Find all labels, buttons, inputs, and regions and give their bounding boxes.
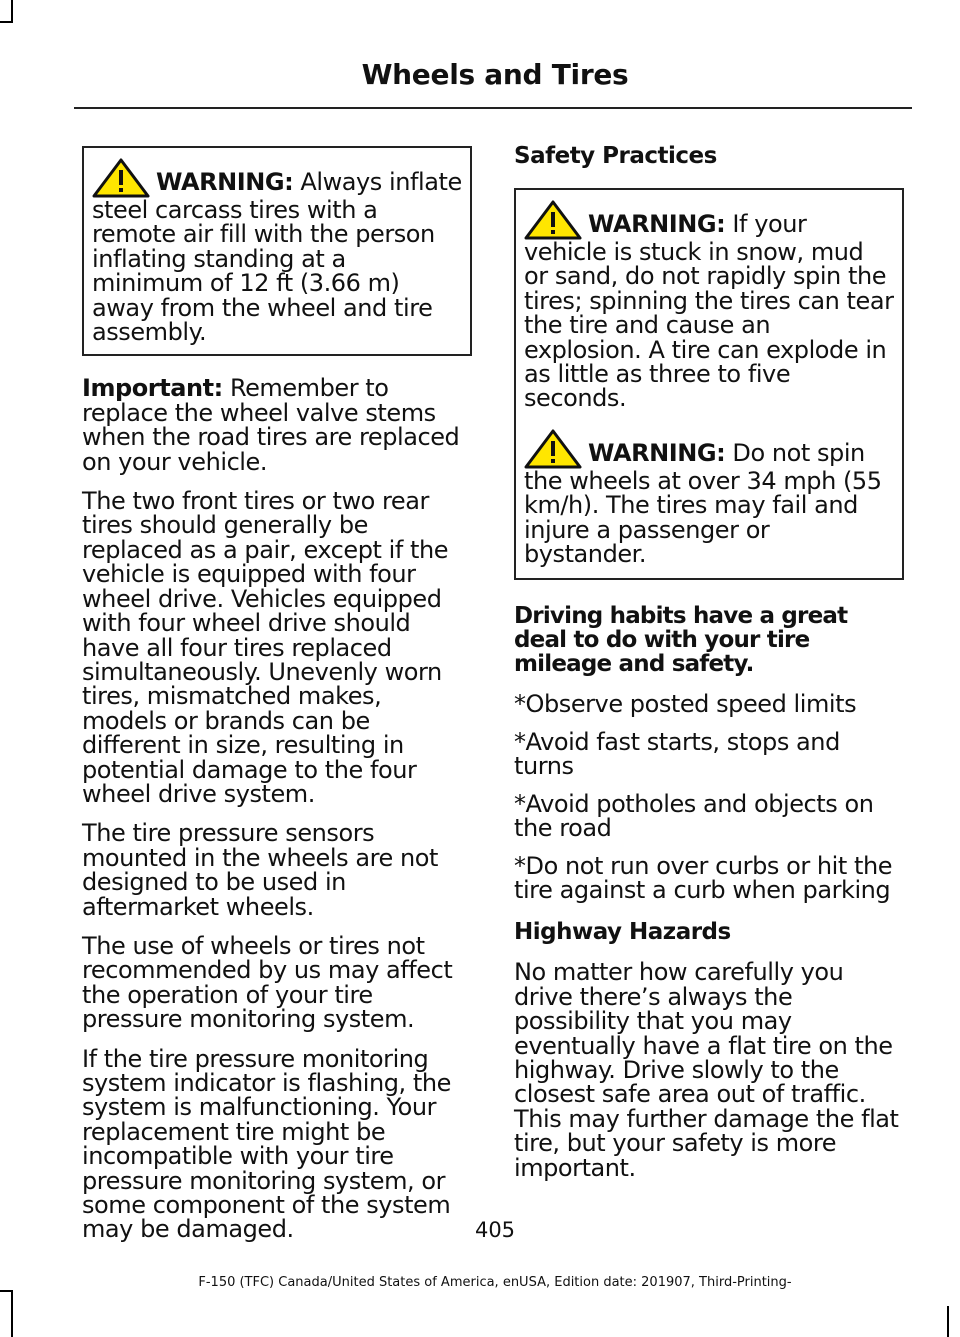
crop-mark-top-left-h (0, 21, 13, 23)
warning-text (524, 200, 894, 411)
warning-box (514, 188, 904, 580)
bullet-item: *Avoid potholes and objects on the road (514, 789, 874, 843)
bullet-item: *Avoid fast starts, stops and turns (514, 727, 840, 781)
crop-mark-top-left-v (11, 0, 13, 22)
page-title: Wheels and Tires (361, 58, 629, 91)
section-heading: Safety Practices (514, 143, 717, 169)
warning-box (82, 146, 472, 356)
important-note: Important: Remember to replace the wheel valve stems when the road tires are replaced on your vehicle. (82, 374, 460, 476)
warning-text (524, 429, 894, 567)
bullet-item: *Observe posted speed limits (514, 690, 857, 719)
warning-body: Always inflate steel carcass tires with a remote air fill with the person inflating standing at a minimum of 12 ft (3.66 m) away from the wheel and tire assembly. (92, 168, 462, 347)
warning-label: WARNING: (588, 210, 726, 238)
highway-hazards-heading: Highway Hazards (514, 919, 731, 946)
warning-body: If your vehicle is stuck in snow, mud or sand, do not rapidly spin the tires; spinning the tires can tear the tire and cause an explosion. A tire can explode in as little as three to five seconds. (524, 210, 894, 413)
important-label: Important: (82, 374, 223, 403)
highway-hazards-text: No matter how carefully you drive there’s always the possibility that you may eventually have a flat tire on the highway. Drive slowly to the closest safe area out of traffic. This may further damage the flat tire, but your safety is more important. (514, 958, 899, 1182)
paragraph: The tire pressure sensors mounted in the wheels are not designed to be used in aftermarket wheels. (82, 819, 438, 921)
header-divider (74, 107, 912, 109)
crop-mark-bottom-right-v (947, 1306, 949, 1337)
warning-triangle-icon (92, 158, 150, 198)
warning-triangle-icon (524, 429, 582, 469)
paragraph: The use of wheels or tires not recommended by us may affect the operation of your tire pressure monitoring system. (82, 931, 453, 1034)
warning-text (92, 158, 462, 347)
paragraph: The two front tires or two rear tires should generally be replaced as a pair, except if the vehicle is equipped with four wheel drive. Vehicles equipped with four wheel drive should have all four tires replaced simultaneously. Unevenly worn tires, mismatched makes, models or brands can be different in size, resulting in potential damage to the four wheel drive system. (82, 487, 449, 808)
page-number: 405 (474, 1218, 516, 1242)
warning-label: WARNING: (156, 168, 294, 196)
edition-footer: F-150 (TFC) Canada/United States of America, enUSA, Edition date: 201907, Third-Printing- (198, 1275, 792, 1290)
warning-label: WARNING: (588, 438, 726, 467)
warning-body: Do not spin the wheels at over 34 mph (55 km/h). The tires may fail and injure a passenger or bystander. (524, 438, 882, 569)
paragraph: If the tire pressure monitoring system indicator is flashing, the system is malfunctioning. Your replacement tire might be incompatible with your tire pressure monitoring system, or some component of the system may be damaged. (82, 1044, 451, 1244)
warning-triangle-icon (524, 200, 582, 240)
crop-mark-bottom-left-h (0, 1290, 13, 1292)
driving-habits-heading: Driving habits have a great deal to do with your tire mileage and safety. (514, 603, 848, 678)
left-column (82, 146, 472, 1257)
right-column (514, 144, 904, 1195)
crop-mark-bottom-left-v (11, 1290, 13, 1337)
bullet-item: *Do not run over curbs or hit the tire against a curb when parking (514, 851, 893, 904)
